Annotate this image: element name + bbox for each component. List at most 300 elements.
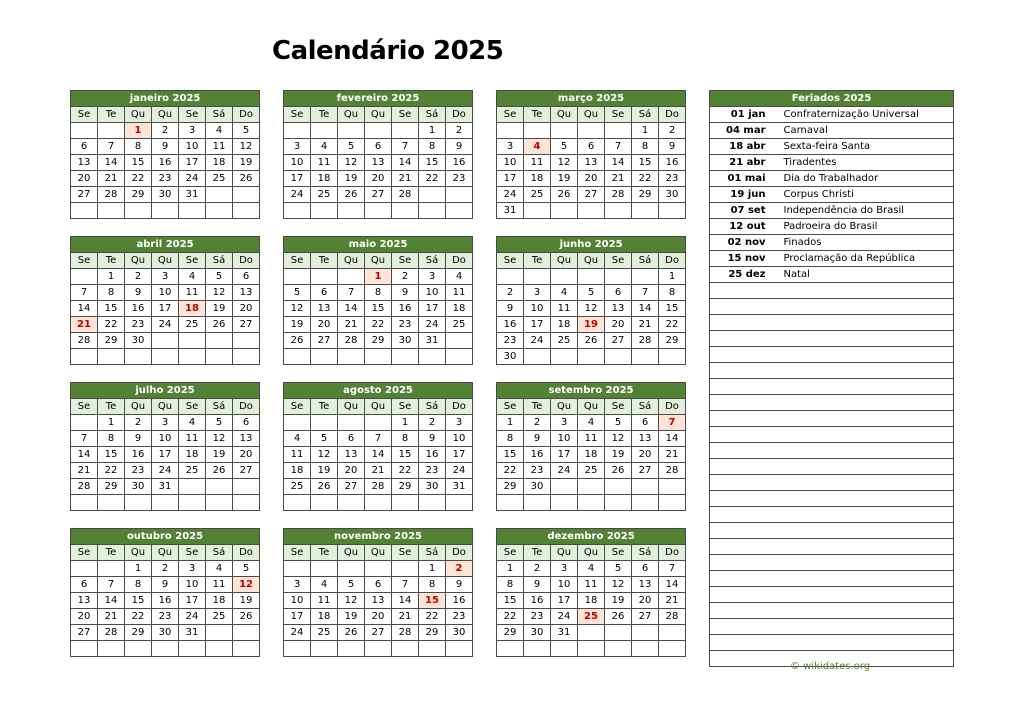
empty-cell <box>551 269 578 285</box>
day-cell: 3 <box>179 561 206 577</box>
weekday-header: Se <box>284 107 311 123</box>
day-cell: 7 <box>392 577 419 593</box>
day-cell: 14 <box>632 301 659 317</box>
weekday-header: Se <box>392 253 419 269</box>
day-cell: 10 <box>152 285 179 301</box>
day-cell: 13 <box>311 301 338 317</box>
day-cell: 27 <box>605 333 632 349</box>
weekday-header: Te <box>98 253 125 269</box>
day-cell: 29 <box>632 187 659 203</box>
day-cell: 19 <box>551 171 578 187</box>
empty-cell <box>206 203 233 219</box>
day-cell: 30 <box>419 479 446 495</box>
empty-cell <box>578 641 605 657</box>
empty-cell <box>605 641 632 657</box>
weekday-header: Se <box>605 253 632 269</box>
holiday-date <box>710 347 774 363</box>
empty-cell <box>578 203 605 219</box>
holiday-date <box>710 411 774 427</box>
weekday-header: Se <box>497 107 524 123</box>
day-cell: 9 <box>152 139 179 155</box>
day-cell: 31 <box>551 625 578 641</box>
empty-cell <box>284 495 311 511</box>
empty-cell <box>419 203 446 219</box>
holiday-name: Padroeira do Brasil <box>774 219 954 235</box>
day-cell: 14 <box>71 301 98 317</box>
day-cell: 2 <box>497 285 524 301</box>
empty-row <box>710 411 954 427</box>
empty-cell <box>311 641 338 657</box>
empty-row <box>710 539 954 555</box>
day-cell: 8 <box>659 285 686 301</box>
day-cell: 8 <box>125 577 152 593</box>
day-cell: 14 <box>98 593 125 609</box>
day-cell: 9 <box>125 431 152 447</box>
day-cell: 14 <box>98 155 125 171</box>
empty-cell <box>152 495 179 511</box>
empty-cell <box>524 349 551 365</box>
day-cell: 16 <box>446 155 473 171</box>
day-cell: 16 <box>392 301 419 317</box>
empty-cell <box>632 349 659 365</box>
day-cell: 12 <box>605 431 632 447</box>
day-cell: 19 <box>206 301 233 317</box>
empty-cell <box>125 203 152 219</box>
empty-cell <box>284 349 311 365</box>
holiday-date <box>710 475 774 491</box>
empty-cell <box>338 269 365 285</box>
holiday-name <box>774 603 954 619</box>
day-cell: 24 <box>152 463 179 479</box>
day-cell: 27 <box>578 187 605 203</box>
holiday-row <box>710 203 954 219</box>
empty-cell <box>206 625 233 641</box>
day-cell: 22 <box>659 317 686 333</box>
day-cell: 10 <box>284 593 311 609</box>
day-cell: 25 <box>206 609 233 625</box>
holiday-name <box>774 507 954 523</box>
month-title: agosto 2025 <box>284 383 473 399</box>
weekday-header: Sá <box>206 399 233 415</box>
day-cell: 8 <box>98 285 125 301</box>
empty-cell <box>338 349 365 365</box>
empty-cell <box>605 203 632 219</box>
empty-cell <box>551 479 578 495</box>
empty-cell <box>311 123 338 139</box>
empty-cell <box>179 333 206 349</box>
day-cell: 25 <box>551 333 578 349</box>
empty-cell <box>71 561 98 577</box>
holiday-date: 04 mar <box>710 123 774 139</box>
day-cell: 7 <box>98 139 125 155</box>
day-cell: 20 <box>71 609 98 625</box>
day-cell: 30 <box>152 625 179 641</box>
day-cell: 25 <box>524 187 551 203</box>
day-cell: 29 <box>98 333 125 349</box>
day-cell: 22 <box>497 609 524 625</box>
empty-cell <box>497 269 524 285</box>
day-cell: 13 <box>233 285 260 301</box>
day-cell: 21 <box>605 171 632 187</box>
month-calendar <box>496 382 686 511</box>
day-cell: 13 <box>365 593 392 609</box>
empty-cell <box>284 641 311 657</box>
day-cell: 1 <box>392 415 419 431</box>
holiday-name: Finados <box>774 235 954 251</box>
day-cell: 26 <box>233 171 260 187</box>
empty-cell <box>233 479 260 495</box>
empty-cell <box>206 495 233 511</box>
day-cell: 21 <box>338 317 365 333</box>
day-cell: 25 <box>578 463 605 479</box>
empty-cell <box>311 203 338 219</box>
empty-cell <box>392 495 419 511</box>
day-cell: 24 <box>179 171 206 187</box>
day-cell: 8 <box>419 577 446 593</box>
holiday-name: Sexta-feira Santa <box>774 139 954 155</box>
day-cell: 25 <box>179 317 206 333</box>
empty-cell <box>632 479 659 495</box>
day-cell: 15 <box>125 593 152 609</box>
month-calendar <box>283 528 473 657</box>
empty-cell <box>578 123 605 139</box>
empty-cell <box>578 349 605 365</box>
weekday-header: Do <box>446 253 473 269</box>
holiday-date: 07 set <box>710 203 774 219</box>
weekday-header: Se <box>605 107 632 123</box>
day-cell: 23 <box>152 171 179 187</box>
day-cell: 15 <box>497 593 524 609</box>
holiday-day-cell: 7 <box>659 415 686 431</box>
day-cell: 1 <box>632 123 659 139</box>
weekday-header: Qu <box>338 399 365 415</box>
day-cell: 11 <box>578 577 605 593</box>
day-cell: 5 <box>206 415 233 431</box>
holiday-name <box>774 491 954 507</box>
holiday-name <box>774 459 954 475</box>
day-cell: 5 <box>605 415 632 431</box>
day-cell: 10 <box>446 431 473 447</box>
day-cell: 20 <box>233 301 260 317</box>
holiday-date <box>710 539 774 555</box>
empty-cell <box>419 187 446 203</box>
day-cell: 28 <box>98 187 125 203</box>
month-title: setembro 2025 <box>497 383 686 399</box>
holiday-date <box>710 635 774 651</box>
day-cell: 31 <box>152 479 179 495</box>
weekday-header: Sá <box>632 107 659 123</box>
empty-cell <box>206 641 233 657</box>
empty-cell <box>578 625 605 641</box>
empty-row <box>710 379 954 395</box>
holiday-row <box>710 267 954 283</box>
empty-cell <box>71 269 98 285</box>
empty-cell <box>632 625 659 641</box>
day-cell: 30 <box>524 625 551 641</box>
empty-cell <box>71 495 98 511</box>
day-cell: 10 <box>524 301 551 317</box>
month-title: fevereiro 2025 <box>284 91 473 107</box>
day-cell: 31 <box>179 187 206 203</box>
empty-cell <box>71 349 98 365</box>
day-cell: 16 <box>152 593 179 609</box>
day-cell: 10 <box>179 139 206 155</box>
day-cell: 11 <box>551 301 578 317</box>
empty-cell <box>446 203 473 219</box>
weekday-header: Qu <box>578 545 605 561</box>
day-cell: 1 <box>98 415 125 431</box>
weekday-header: Se <box>284 253 311 269</box>
empty-cell <box>338 641 365 657</box>
day-cell: 9 <box>152 577 179 593</box>
day-cell: 29 <box>497 625 524 641</box>
day-cell: 17 <box>152 447 179 463</box>
day-cell: 13 <box>578 155 605 171</box>
empty-cell <box>551 495 578 511</box>
month-calendar <box>283 236 473 365</box>
day-cell: 1 <box>419 561 446 577</box>
day-cell: 31 <box>179 625 206 641</box>
day-cell: 7 <box>659 561 686 577</box>
holiday-date <box>710 363 774 379</box>
day-cell: 26 <box>206 463 233 479</box>
month-calendar <box>496 90 686 219</box>
day-cell: 14 <box>659 431 686 447</box>
empty-cell <box>179 641 206 657</box>
empty-cell <box>578 495 605 511</box>
empty-cell <box>605 123 632 139</box>
day-cell: 5 <box>578 285 605 301</box>
holiday-row <box>710 123 954 139</box>
day-cell: 28 <box>71 479 98 495</box>
empty-cell <box>233 333 260 349</box>
day-cell: 15 <box>392 447 419 463</box>
month-title: junho 2025 <box>497 237 686 253</box>
day-cell: 9 <box>392 285 419 301</box>
weekday-header: Qu <box>125 107 152 123</box>
weekday-header: Te <box>311 545 338 561</box>
day-cell: 26 <box>311 479 338 495</box>
weekday-header: Te <box>311 399 338 415</box>
holiday-row <box>710 187 954 203</box>
day-cell: 6 <box>71 577 98 593</box>
day-cell: 29 <box>659 333 686 349</box>
empty-cell <box>179 479 206 495</box>
day-cell: 11 <box>311 593 338 609</box>
empty-cell <box>605 479 632 495</box>
day-cell: 3 <box>179 123 206 139</box>
empty-cell <box>365 641 392 657</box>
holiday-date <box>710 491 774 507</box>
weekday-header: Qu <box>338 107 365 123</box>
holiday-name: Proclamação da República <box>774 251 954 267</box>
empty-cell <box>632 269 659 285</box>
empty-cell <box>605 495 632 511</box>
day-cell: 28 <box>71 333 98 349</box>
empty-cell <box>365 561 392 577</box>
holiday-date <box>710 283 774 299</box>
empty-cell <box>233 625 260 641</box>
empty-row <box>710 299 954 315</box>
holiday-date <box>710 315 774 331</box>
holiday-name <box>774 443 954 459</box>
day-cell: 1 <box>98 269 125 285</box>
day-cell: 22 <box>125 609 152 625</box>
empty-cell <box>524 269 551 285</box>
empty-cell <box>98 641 125 657</box>
holiday-day-cell: 15 <box>419 593 446 609</box>
day-cell: 18 <box>179 447 206 463</box>
empty-cell <box>284 561 311 577</box>
day-cell: 16 <box>152 155 179 171</box>
day-cell: 30 <box>125 479 152 495</box>
holiday-date <box>710 427 774 443</box>
day-cell: 7 <box>338 285 365 301</box>
empty-cell <box>284 415 311 431</box>
day-cell: 8 <box>632 139 659 155</box>
holiday-name <box>774 315 954 331</box>
empty-cell <box>152 203 179 219</box>
empty-cell <box>338 415 365 431</box>
empty-row <box>710 635 954 651</box>
day-cell: 16 <box>419 447 446 463</box>
month-calendar <box>283 90 473 219</box>
day-cell: 17 <box>446 447 473 463</box>
day-cell: 8 <box>497 577 524 593</box>
month-calendar <box>70 528 260 657</box>
day-cell: 22 <box>98 463 125 479</box>
holiday-date: 02 nov <box>710 235 774 251</box>
weekday-header: Sá <box>632 545 659 561</box>
day-cell: 4 <box>179 415 206 431</box>
day-cell: 13 <box>365 155 392 171</box>
holiday-date <box>710 523 774 539</box>
empty-row <box>710 491 954 507</box>
day-cell: 14 <box>71 447 98 463</box>
day-cell: 15 <box>497 447 524 463</box>
holiday-date <box>710 571 774 587</box>
empty-cell <box>125 641 152 657</box>
empty-cell <box>419 495 446 511</box>
weekday-header: Se <box>71 253 98 269</box>
day-cell: 25 <box>179 463 206 479</box>
weekday-header: Qu <box>152 107 179 123</box>
day-cell: 6 <box>311 285 338 301</box>
empty-cell <box>338 123 365 139</box>
holiday-date <box>710 603 774 619</box>
day-cell: 22 <box>98 317 125 333</box>
day-cell: 6 <box>365 577 392 593</box>
empty-cell <box>524 641 551 657</box>
day-cell: 30 <box>392 333 419 349</box>
weekday-header: Se <box>497 253 524 269</box>
day-cell: 17 <box>179 155 206 171</box>
day-cell: 15 <box>632 155 659 171</box>
empty-cell <box>311 349 338 365</box>
empty-cell <box>233 641 260 657</box>
day-cell: 19 <box>311 463 338 479</box>
day-cell: 6 <box>71 139 98 155</box>
weekday-header: Qu <box>551 399 578 415</box>
day-cell: 17 <box>551 593 578 609</box>
holiday-date: 15 nov <box>710 251 774 267</box>
day-cell: 6 <box>338 431 365 447</box>
day-cell: 19 <box>338 171 365 187</box>
day-cell: 26 <box>284 333 311 349</box>
day-cell: 16 <box>446 593 473 609</box>
empty-cell <box>551 203 578 219</box>
weekday-header: Sá <box>632 253 659 269</box>
empty-row <box>710 443 954 459</box>
empty-cell <box>98 203 125 219</box>
empty-row <box>710 331 954 347</box>
day-cell: 25 <box>206 171 233 187</box>
day-cell: 3 <box>152 415 179 431</box>
empty-cell <box>71 415 98 431</box>
day-cell: 19 <box>284 317 311 333</box>
day-cell: 2 <box>659 123 686 139</box>
empty-cell <box>392 349 419 365</box>
weekday-header: Sá <box>419 545 446 561</box>
day-cell: 25 <box>446 317 473 333</box>
day-cell: 19 <box>233 593 260 609</box>
empty-cell <box>284 123 311 139</box>
empty-cell <box>446 495 473 511</box>
empty-cell <box>179 349 206 365</box>
day-cell: 18 <box>284 463 311 479</box>
day-cell: 5 <box>284 285 311 301</box>
day-cell: 11 <box>179 285 206 301</box>
day-cell: 26 <box>206 317 233 333</box>
holiday-day-cell: 25 <box>578 609 605 625</box>
day-cell: 28 <box>605 187 632 203</box>
weekday-header: Qu <box>551 545 578 561</box>
holiday-name <box>774 619 954 635</box>
holiday-row <box>710 155 954 171</box>
day-cell: 24 <box>152 317 179 333</box>
day-cell: 18 <box>578 447 605 463</box>
weekday-header: Se <box>284 545 311 561</box>
weekday-header: Qu <box>125 253 152 269</box>
empty-cell <box>365 415 392 431</box>
day-cell: 24 <box>419 317 446 333</box>
weekday-header: Qu <box>365 107 392 123</box>
empty-row <box>710 587 954 603</box>
day-cell: 7 <box>71 285 98 301</box>
empty-cell <box>578 479 605 495</box>
holiday-date <box>710 587 774 603</box>
day-cell: 5 <box>206 269 233 285</box>
empty-cell <box>206 479 233 495</box>
weekday-header: Qu <box>125 399 152 415</box>
weekday-header: Te <box>98 399 125 415</box>
day-cell: 31 <box>419 333 446 349</box>
day-cell: 7 <box>365 431 392 447</box>
day-cell: 11 <box>179 431 206 447</box>
empty-row <box>710 555 954 571</box>
holiday-date: 01 mai <box>710 171 774 187</box>
weekday-header: Te <box>98 545 125 561</box>
empty-cell <box>233 203 260 219</box>
empty-row <box>710 475 954 491</box>
day-cell: 12 <box>311 447 338 463</box>
day-cell: 20 <box>578 171 605 187</box>
weekday-header: Se <box>392 107 419 123</box>
holiday-name <box>774 523 954 539</box>
empty-cell <box>284 269 311 285</box>
weekday-header: Qu <box>125 545 152 561</box>
day-cell: 27 <box>233 317 260 333</box>
